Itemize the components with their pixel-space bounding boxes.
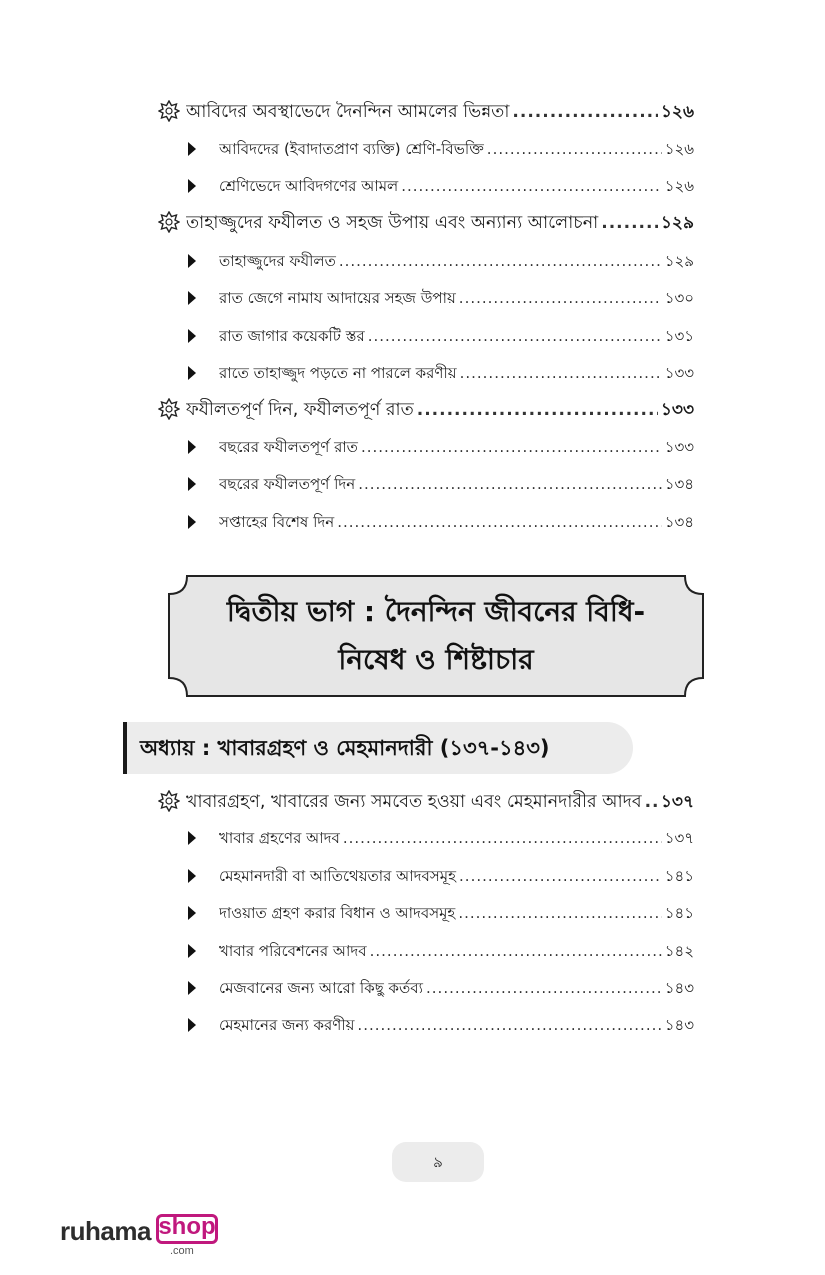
toc-leader-dots xyxy=(459,289,662,307)
toc-item-entry[interactable] xyxy=(219,827,694,852)
toc-leader-dots xyxy=(368,327,662,345)
toc-item-title: রাতে তাহাজ্জুদ পড়তে না পারলে করণীয় xyxy=(219,364,457,382)
toc-item-entry[interactable] xyxy=(219,325,694,350)
triangle-bullet-icon xyxy=(188,1018,196,1032)
toc-item-title: শ্রেণিভেদে আবিদগণের আমল xyxy=(219,177,399,195)
star-ornament-icon xyxy=(158,211,180,233)
toc-item-title: বছরের ফযীলতপূর্ণ দিন xyxy=(219,475,356,493)
toc-item-title: রাত জাগার কয়েকটি স্তর xyxy=(219,327,365,345)
toc-item-title: তাহাজ্জুদের ফযীলত xyxy=(219,252,336,270)
toc-item-title: সপ্তাহের বিশেষ দিন xyxy=(219,513,335,531)
triangle-bullet-icon xyxy=(188,981,196,995)
toc-page-number: ১২৯ xyxy=(664,252,694,270)
triangle-bullet-icon xyxy=(188,515,196,529)
toc-item-title: মেহমানের জন্য করণীয় xyxy=(219,1016,355,1034)
toc-page-number: ১৪৩ xyxy=(664,1016,694,1034)
toc-leader-dots xyxy=(361,438,662,456)
part-title: দ্বিতীয় ভাগ : দৈনন্দিন জীবনের বিধি-নিষেধ ও শিষ্টাচার xyxy=(226,595,646,676)
toc-leader-dots xyxy=(601,213,658,233)
toc-section-title: ফযীলতপূর্ণ দিন, ফযীলতপূর্ণ রাত xyxy=(186,400,414,420)
toc-page-number: ১৩৩ xyxy=(660,400,694,420)
toc-page-number: ১২৬ xyxy=(660,102,694,122)
toc-page-number: ১৩৭ xyxy=(660,792,694,812)
toc-item-entry[interactable] xyxy=(219,362,694,387)
toc-leader-dots xyxy=(426,979,662,997)
toc-leader-dots xyxy=(337,513,662,531)
toc-section-title: খাবারগ্রহণ, খাবারের জন্য সমবেত হওয়া এবং মেহমানদারীর আদব xyxy=(186,792,642,812)
triangle-bullet-icon xyxy=(188,254,196,268)
toc-item-entry[interactable] xyxy=(219,138,694,163)
logo-domain-text: .com xyxy=(170,1245,194,1257)
toc-leader-dots xyxy=(460,364,662,382)
toc-item-entry[interactable] xyxy=(219,1014,694,1039)
triangle-bullet-icon xyxy=(188,179,196,193)
toc-leader-dots xyxy=(343,829,662,847)
toc-page-number: ১৪৩ xyxy=(664,979,694,997)
triangle-bullet-icon xyxy=(188,944,196,958)
toc-page-number: ১৩৪ xyxy=(664,475,694,493)
toc-leader-dots xyxy=(357,1016,661,1034)
toc-leader-dots xyxy=(370,942,662,960)
ruhamashop-logo xyxy=(60,1212,230,1262)
toc-leader-dots xyxy=(417,400,658,420)
logo-shop-text: shop xyxy=(158,1213,216,1240)
toc-leader-dots xyxy=(487,140,662,158)
triangle-bullet-icon xyxy=(188,906,196,920)
toc-page-number: ১৩১ xyxy=(664,327,694,345)
triangle-bullet-icon xyxy=(188,869,196,883)
logo-brand-text: ruhama xyxy=(60,1216,151,1246)
toc-page-number: ১৩০ xyxy=(664,289,694,307)
toc-item-title: আবিদদের (ইবাদাতপ্রাণ ব্যক্তি) শ্রেণি-বিভক্তি xyxy=(219,140,484,158)
toc-leader-dots xyxy=(339,252,662,270)
toc-item-entry[interactable] xyxy=(219,473,694,498)
toc-item-entry[interactable] xyxy=(219,977,694,1002)
toc-item-title: রাত জেগে নামায আদায়ের সহজ উপায় xyxy=(219,289,456,307)
toc-page-number: ১৩৪ xyxy=(664,513,694,531)
toc-page-number: ১৩৩ xyxy=(664,438,694,456)
toc-section-title: তাহাজ্জুদের ফযীলত ও সহজ উপায় এবং অন্যান্য আলোচনা xyxy=(186,213,599,233)
toc-leader-dots xyxy=(358,475,662,493)
toc-item-entry[interactable] xyxy=(219,287,694,312)
star-ornament-icon xyxy=(158,398,180,420)
toc-section-entry[interactable] xyxy=(186,789,694,818)
toc-page-number: ১৪২ xyxy=(664,942,694,960)
toc-section-title: আবিদের অবস্থাভেদে দৈনন্দিন আমলের ভিন্নতা xyxy=(186,102,510,122)
toc-item-entry[interactable] xyxy=(219,175,694,200)
toc-page-number: ১২৬ xyxy=(664,177,694,195)
star-ornament-icon xyxy=(158,100,180,122)
toc-section-entry[interactable] xyxy=(186,99,694,128)
triangle-bullet-icon xyxy=(188,366,196,380)
toc-item-entry[interactable] xyxy=(219,865,694,890)
toc-item-title: বছরের ফযীলতপূর্ণ রাত xyxy=(219,438,358,456)
toc-item-title: খাবার পরিবেশনের আদব xyxy=(219,942,367,960)
triangle-bullet-icon xyxy=(188,291,196,305)
toc-leader-dots xyxy=(459,867,662,885)
triangle-bullet-icon xyxy=(188,440,196,454)
toc-page-number: ১৩৩ xyxy=(664,364,694,382)
page-number: ৯ xyxy=(433,1153,443,1171)
toc-section-entry[interactable] xyxy=(186,210,694,239)
triangle-bullet-icon xyxy=(188,477,196,491)
toc-leader-dots xyxy=(401,177,662,195)
star-ornament-icon xyxy=(158,790,180,812)
toc-item-entry[interactable] xyxy=(219,250,694,275)
toc-leader-dots xyxy=(645,792,658,812)
toc-section-entry[interactable] xyxy=(186,397,694,426)
toc-item-title: মেহমানদারী বা আতিথেয়তার আদবসমূহ xyxy=(219,867,457,885)
toc-item-entry[interactable] xyxy=(219,436,694,461)
toc-item-title: মেজবানের জন্য আরো কিছু কর্তব্য xyxy=(219,979,424,997)
chapter-title: অধ্যায় : খাবারগ্রহণ ও মেহমানদারী (১৩৭-১৪৩) xyxy=(140,736,550,760)
toc-leader-dots xyxy=(512,102,657,122)
toc-page-number: ১৩৭ xyxy=(664,829,694,847)
toc-page-number: ১২৯ xyxy=(660,213,694,233)
toc-item-title: দাওয়াত গ্রহণ করার বিধান ও আদবসমূহ xyxy=(219,904,456,922)
toc-item-title: খাবার গ্রহণের আদব xyxy=(219,829,340,847)
toc-page-number: ১৪১ xyxy=(664,904,694,922)
triangle-bullet-icon xyxy=(188,831,196,845)
toc-leader-dots xyxy=(458,904,661,922)
toc-item-entry[interactable] xyxy=(219,940,694,965)
toc-item-entry[interactable] xyxy=(219,902,694,927)
triangle-bullet-icon xyxy=(188,142,196,156)
toc-page-number: ১৪১ xyxy=(664,867,694,885)
triangle-bullet-icon xyxy=(188,329,196,343)
toc-page-number: ১২৬ xyxy=(664,140,694,158)
toc-item-entry[interactable] xyxy=(219,511,694,536)
